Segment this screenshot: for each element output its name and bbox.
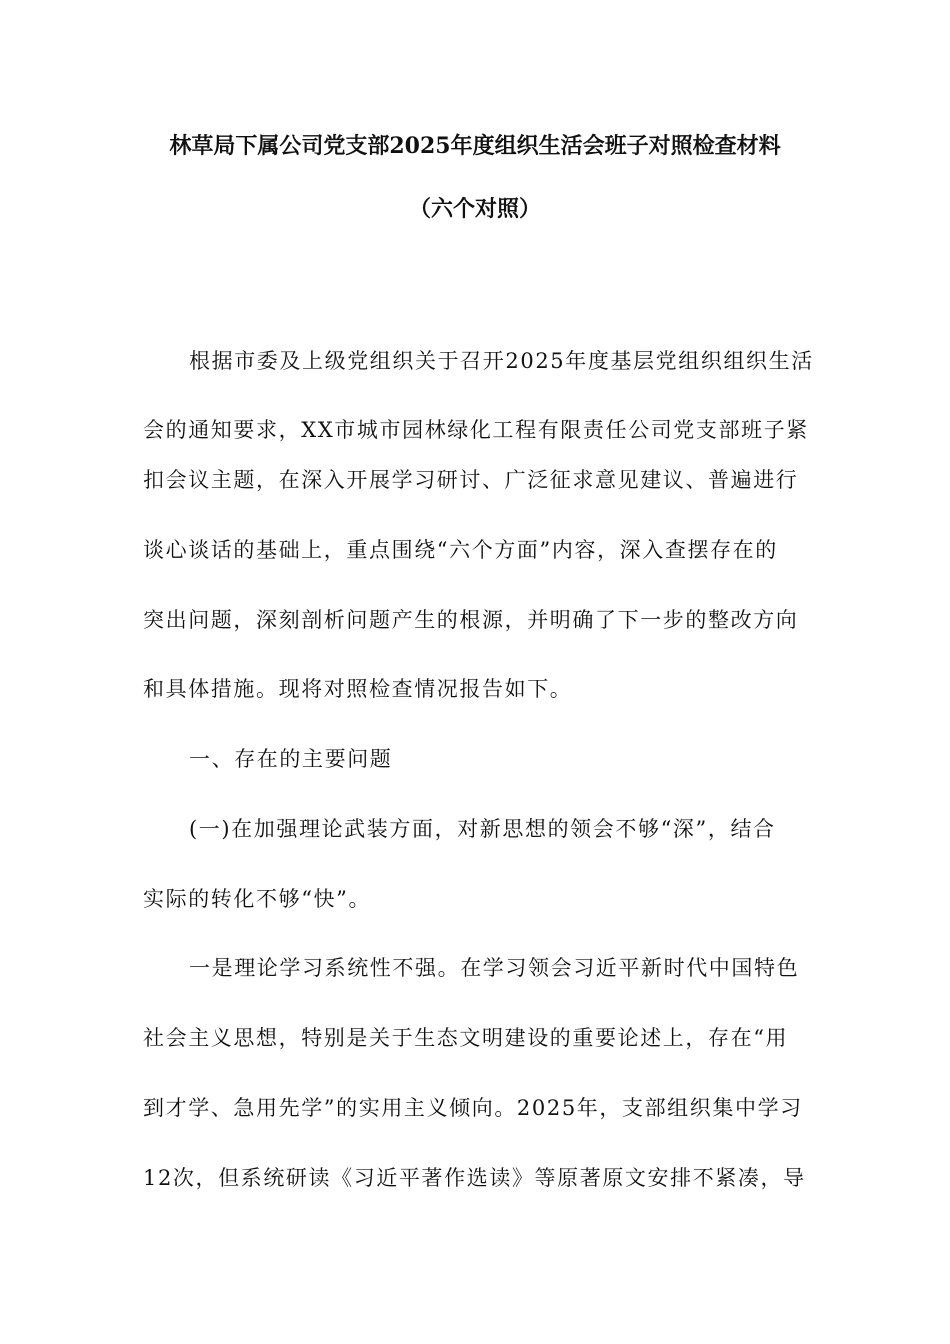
paragraph-line: 和具体措施。现将对照检查情况报告如下。 (143, 677, 573, 701)
paragraph-line: 谈心谈话的基础上，重点围绕“六个方面”内容，深入查摆存在的 (143, 538, 778, 562)
document-subtitle: （六个对照） (408, 196, 541, 222)
paragraph-line: 突出问题，深刻剖析问题产生的根源，并明确了下一步的整改方向 (143, 608, 799, 632)
paragraph-line: 社会主义思想，特别是关于生态文明建设的重要论述上，存在“用 (143, 1026, 789, 1050)
paragraph-line: 一是理论学习系统性不强。在学习领会习近平新时代中国特色 (189, 956, 800, 980)
document-title: 林草局下属公司党支部2025年度组织生活会班子对照检查材料 (169, 133, 781, 159)
paragraph-line: 扣会议主题，在深入开展学习研讨、广泛征求意见建议、普遍进行 (143, 468, 799, 492)
paragraph-line: 根据市委及上级党组织关于召开2025年度基层党组织组织生活 (189, 349, 814, 373)
subsection-heading: (一)在加强理论武装方面，对新思想的领会不够“深”，结合 (189, 817, 776, 841)
paragraph-line: 12次，但系统研读《习近平著作选读》等原著原文安排不紧凑，导 (143, 1166, 806, 1190)
paragraph-line: 会的通知要求，XX市城市园林绿化工程有限责任公司党支部班子紧 (143, 418, 809, 442)
paragraph-line: 到才学、急用先学”的实用主义倾向。2025年，支部组织集中学习 (143, 1096, 803, 1120)
paragraph-line: 实际的转化不够“快”。 (143, 887, 372, 911)
section-heading: 一、存在的主要问题 (189, 747, 393, 771)
